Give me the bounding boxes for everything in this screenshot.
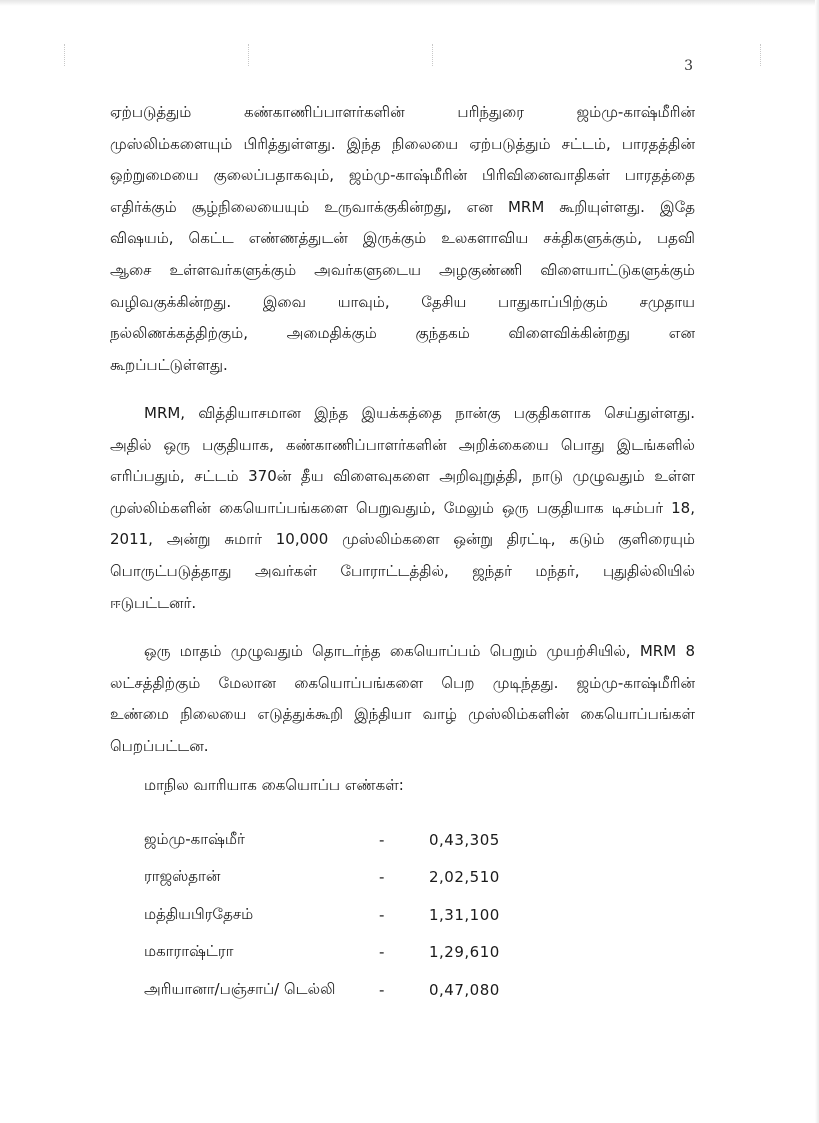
- scan-artifact: [432, 44, 434, 66]
- text-line: பொருட்படுத்தாது அவர்கள் போராட்டத்தில், ஜந்தர் மந்தர், புதுதில்லியில்: [110, 561, 695, 580]
- text-line: அதில் ஒரு பகுதியாக, கண்காணிப்பாளர்களின் அறிக்கையை பொது இடங்களில்: [110, 435, 695, 454]
- signature-count: 0,47,080: [429, 980, 500, 999]
- text-line: எதிர்க்கும் சூழ்நிலையையும் உருவாக்குகின்றது, என MRM கூறியுள்ளது. இதே: [110, 197, 695, 216]
- signature-count: 1,31,100: [429, 905, 500, 924]
- text-line: பெறப்பட்டன.: [110, 736, 209, 755]
- paragraph-2: [110, 398, 695, 619]
- text-line: ஏற்படுத்தும் கண்காணிப்பாளர்களின் பரிந்துரை ஜம்மு-காஷ்மீரின்: [110, 103, 695, 121]
- text-line: 2011, அன்று சுமார் 10,000 முஸ்லிம்களை ஒன்று திரட்டி, கடும் குளிரையும்: [110, 530, 695, 549]
- text-line: கூறப்பட்டுள்ளது.: [110, 355, 228, 374]
- separator-dash: -: [379, 868, 385, 887]
- table-row: [144, 971, 549, 1009]
- paragraph-1: [110, 97, 695, 381]
- scan-artifact: [64, 44, 66, 66]
- state-name: மகாராஷ்ட்ரா: [144, 942, 234, 961]
- signature-count: 2,02,510: [429, 868, 500, 887]
- state-name: ராஜஸ்தான்: [144, 867, 221, 886]
- text-line: முஸ்லிம்களின் கையொப்பங்களை பெறுவதும், மேலும் ஒரு பகுதியாக டிசம்பர் 18,: [110, 498, 695, 517]
- scan-artifact: [760, 44, 762, 66]
- scan-edge-top: [0, 0, 819, 6]
- text-line: முஸ்லிம்களையும் பிரித்துள்ளது. இந்த நிலையை ஏற்படுத்தும் சட்டம், பாரதத்தின்: [110, 134, 695, 153]
- scan-artifact: [248, 44, 250, 66]
- text-line: வழிவகுக்கின்றது. இவை யாவும், தேசிய பாதுகாப்பிற்கும் சமுதாய: [110, 292, 695, 311]
- signature-count: 0,43,305: [429, 830, 500, 849]
- text-line: ஆசை உள்ளவர்களுக்கும் அவர்களுடைய அழகுண்ணி விளையாட்டுகளுக்கும்: [110, 260, 695, 279]
- text-line: நல்லிணக்கத்திற்கும், அமைதிக்கும் குந்தகம் விளைவிக்கின்றது என: [110, 324, 695, 343]
- separator-dash: -: [379, 943, 385, 962]
- state-name: அரியானா/பஞ்சாப்/ டெல்லி: [144, 979, 336, 998]
- text-line: ஈடுபட்டனர்.: [110, 593, 197, 612]
- paragraph-3: [110, 636, 695, 762]
- text-line: MRM, வித்தியாசமான இந்த இயக்கத்தை நான்கு பகுதிகளாக செய்துள்ளது.: [144, 404, 695, 422]
- state-name: ஜம்மு-காஷ்மீர்: [144, 829, 245, 848]
- state-signature-table: [144, 821, 549, 1009]
- signature-count: 1,29,610: [429, 943, 500, 962]
- state-list-heading: மாநில வாரியாக கையொப்ப எண்கள்:: [144, 776, 404, 794]
- text-line: ஒரு மாதம் முழுவதும் தொடர்ந்த கையொப்பம் பெறும் முயற்சியில், MRM 8: [144, 642, 695, 660]
- text-line: எரிப்பதும், சட்டம் 370ன் தீய விளைவுகளை அறிவுறுத்தி, நாடு முழுவதும் உள்ள: [110, 467, 695, 486]
- text-line: விஷயம், கெட்ட எண்ணத்துடன் இருக்கும் உலகளாவிய சக்திகளுக்கும், பதவி: [110, 229, 695, 248]
- page-number: 3: [684, 58, 693, 74]
- table-row: [144, 821, 549, 859]
- separator-dash: -: [379, 980, 385, 999]
- separator-dash: -: [379, 905, 385, 924]
- table-row: [144, 934, 549, 972]
- text-line: உண்மை நிலையை எடுத்துக்கூறி இந்தியா வாழ் முஸ்லிம்களின் கையொப்பங்கள்: [110, 705, 695, 724]
- text-line: ஒற்றுமையை குலைப்பதாகவும், ஜம்மு-காஷ்மீரின் பிரிவினைவாதிகள் பாரதத்தை: [110, 166, 695, 185]
- table-row: [144, 859, 549, 897]
- separator-dash: -: [379, 830, 385, 849]
- state-name: மத்தியபிரதேசம்: [144, 904, 254, 923]
- scan-edge-right: [815, 0, 819, 1123]
- table-row: [144, 896, 549, 934]
- text-line: லட்சத்திற்கும் மேலான கையொப்பங்களை பெற முடிந்தது. ஜம்மு-காஷ்மீரின்: [110, 673, 695, 692]
